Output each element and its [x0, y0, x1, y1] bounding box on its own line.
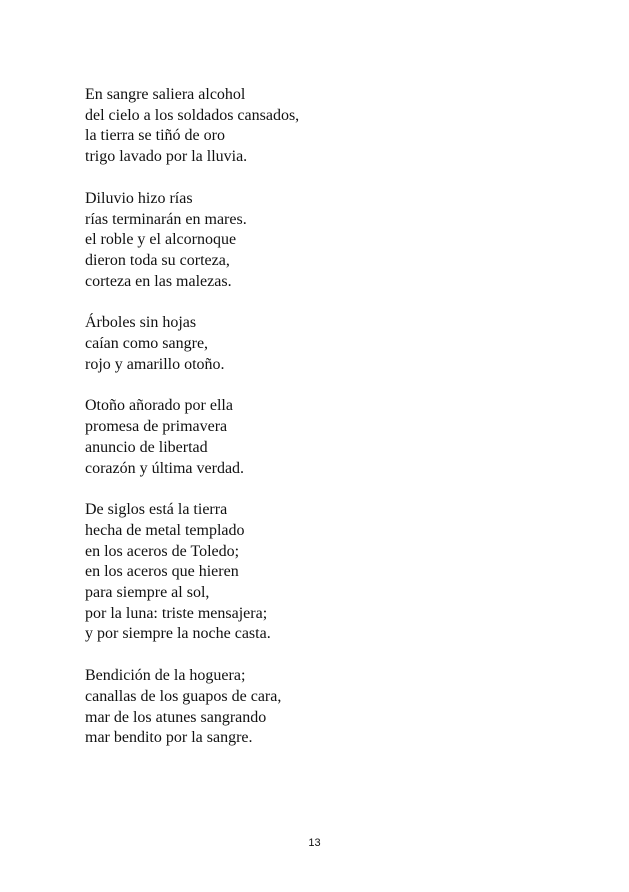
poem-line: Árboles sin hojas — [85, 314, 197, 332]
stanza-2 — [85, 189, 605, 293]
stanza-4 — [85, 396, 605, 479]
poem-line: En sangre saliera alcohol — [85, 86, 246, 103]
poem-line: promesa de primavera — [85, 418, 228, 436]
poem-line: por la luna: triste mensajera; — [85, 604, 268, 622]
poem-line: rías terminarán en mares. — [85, 210, 247, 228]
poem-line: Bendición de la hoguera; — [85, 667, 246, 685]
stanza-1 — [85, 85, 605, 168]
poem-line: el roble y el alcornoque — [85, 231, 237, 249]
page-number: 13 — [308, 837, 321, 849]
poem-line: Diluvio hizo rías — [85, 189, 193, 207]
poem — [85, 85, 605, 770]
poem-line: canallas de los guapos de cara, — [85, 687, 282, 705]
poem-line: hecha de metal templado — [85, 521, 245, 539]
poem-line: trigo lavado por la lluvia. — [85, 148, 248, 166]
poem-line: la tierra se tiñó de oro — [85, 127, 225, 145]
poem-line: caían como sangre, — [85, 335, 209, 353]
poem-line: del cielo a los soldados cansados, — [85, 106, 300, 124]
poem-line: dieron toda su corteza, — [85, 251, 230, 269]
poem-line: De siglos está la tierra — [85, 501, 228, 519]
poem-line: anuncio de libertad — [85, 438, 208, 456]
poem-line: corteza en las malezas. — [85, 272, 232, 290]
poem-line: corazón y última verdad. — [85, 459, 245, 477]
stanza-6 — [85, 666, 605, 749]
stanza-5 — [85, 500, 605, 645]
poem-line: Otoño añorado por ella — [85, 397, 233, 415]
poem-line: en los aceros de Toledo; — [85, 542, 240, 560]
poem-line: mar bendito por la sangre. — [85, 729, 253, 747]
poem-line: rojo y amarillo otoño. — [85, 355, 225, 373]
poem-line: y por siempre la noche casta. — [85, 625, 271, 643]
poem-line: mar de los atunes sangrando — [85, 708, 267, 726]
stanza-3 — [85, 313, 605, 375]
poem-line: en los aceros que hieren — [85, 563, 239, 581]
poem-line: para siempre al sol, — [85, 584, 210, 602]
